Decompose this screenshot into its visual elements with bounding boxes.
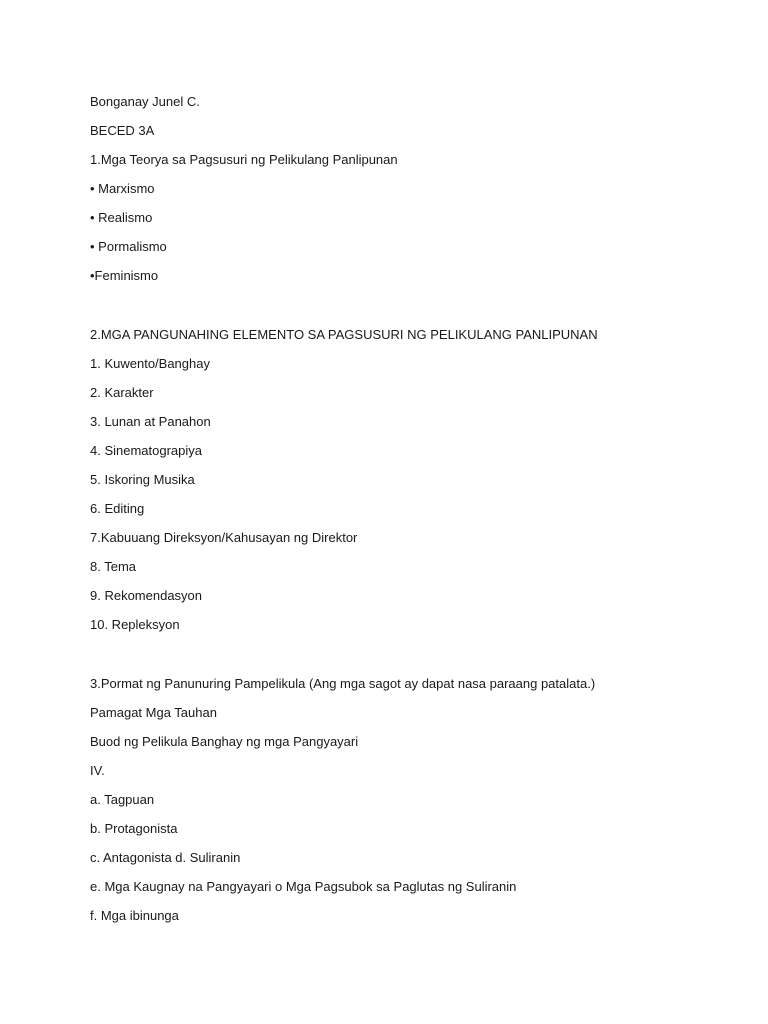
- list-item: • Realismo: [90, 210, 153, 225]
- list-item: e. Mga Kaugnay na Pangyayari o Mga Pagsubok sa Paglutas ng Suliranin: [90, 879, 517, 894]
- list-item: • Pormalismo: [90, 239, 167, 254]
- list-item: f. Mga ibinunga: [90, 908, 179, 923]
- list-item: 2. Karakter: [90, 385, 154, 400]
- list-item: Buod ng Pelikula Banghay ng mga Pangyayari: [90, 734, 359, 749]
- list-item: 8. Tema: [90, 559, 137, 574]
- part1-heading: 1.Mga Teorya sa Pagsusuri ng Pelikulang Panlipunan: [90, 152, 398, 167]
- list-item: 10. Repleksyon: [90, 617, 180, 632]
- list-item: 5. Iskoring Musika: [90, 472, 195, 487]
- list-item: Pamagat Mga Tauhan: [90, 705, 217, 720]
- list-item: 3. Lunan at Panahon: [90, 414, 211, 429]
- list-item: •Feminismo: [90, 268, 159, 283]
- list-item: 7.Kabuuang Direksyon/Kahusayan ng Direktor: [90, 530, 358, 545]
- list-item: a. Tagpuan: [90, 792, 155, 807]
- list-item: 6. Editing: [90, 501, 145, 516]
- list-item: IV.: [90, 763, 105, 778]
- list-item: b. Protagonista: [90, 821, 178, 836]
- part3-heading: 3.Pormat ng Panunuring Pampelikula (Ang mga sagot ay dapat nasa paraang patalata.): [90, 676, 596, 691]
- class-section: BECED 3A: [90, 123, 155, 138]
- list-item: c. Antagonista d. Suliranin: [90, 850, 241, 865]
- list-item: 1. Kuwento/Banghay: [90, 356, 210, 371]
- list-item: 9. Rekomendasyon: [90, 588, 203, 603]
- list-item: 4. Sinematograpiya: [90, 443, 203, 458]
- author-name: Bonganay Junel C.: [90, 94, 200, 109]
- list-item: • Marxismo: [90, 181, 155, 196]
- part2-heading: 2.MGA PANGUNAHING ELEMENTO SA PAGSUSURI NG PELIKULANG PANLIPUNAN: [90, 327, 598, 342]
